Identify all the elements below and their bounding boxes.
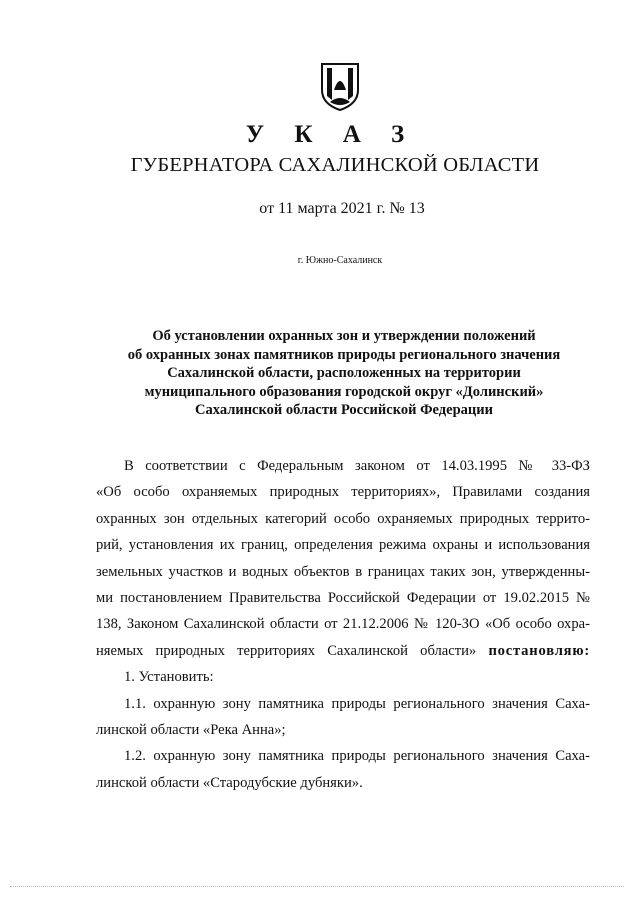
paragraph-item-1-2 — [96, 743, 590, 796]
decree-body — [96, 453, 590, 796]
heading-line: Об установлении охранных зон и утверждении положений — [152, 328, 536, 344]
text-line: 1.2. охранную зону памятника природы регионального значения Саха- — [124, 748, 590, 765]
text-line: рий, установления их границ, определения режима охраны и использования — [96, 537, 590, 554]
resolution-word: постановляю: — [488, 642, 590, 659]
heading-line: Сахалинской области Российской Федерации — [195, 402, 493, 418]
date-number-line: от 11 марта 2021 г. № 13 — [259, 200, 425, 217]
text-line: линской области «Река Анна»; — [96, 722, 286, 739]
paragraph-item-1-1 — [96, 691, 590, 744]
text-line: земельных участков и водных объектов в границах таких зон, утвержденны- — [96, 563, 590, 580]
heading-line: об охранных зонах памятников природы регионального значения — [127, 346, 561, 363]
coat-of-arms-icon — [318, 60, 362, 112]
text-line: ми постановлением Правительства Российской Федерации от 19.02.2015 № — [96, 590, 590, 607]
text-line: 1. Установить: — [124, 669, 214, 686]
paragraph-item-1 — [96, 664, 590, 690]
heading-line: муниципального образования городской округ «Долинский» — [144, 383, 544, 400]
decree-heading — [0, 327, 634, 420]
paragraph-preamble — [96, 453, 590, 664]
document-title: У К А З — [245, 121, 417, 148]
text-line: линской области «Стародубские дубняки». — [96, 774, 363, 791]
text-line — [96, 638, 590, 664]
text-line: «Об особо охраняемых природных территориях», Правилами создания — [96, 484, 590, 501]
text-line: охранных зон отдельных категорий особо охраняемых природных террито- — [96, 510, 590, 527]
city-line: г. Южно-Сахалинск — [297, 255, 383, 266]
text-line: В соответствии с Федеральным законом от 14.03.1995 № 33-ФЗ — [124, 458, 590, 474]
scan-edge-artifact — [10, 885, 624, 887]
text-line: 138, Законом Сахалинской области от 21.12.2006 № 120-ЗО «Об особо охра- — [96, 616, 590, 633]
text-line: 1.1. охранную зону памятника природы регионального значения Саха- — [124, 695, 590, 712]
issuer-title: ГУБЕРНАТОРА САХАЛИНСКОЙ ОБЛАСТИ — [130, 154, 540, 176]
heading-line: Сахалинской области, расположенных на территории — [167, 365, 521, 381]
text-fragment: няемых природных территориях Сахалинской области» — [96, 642, 477, 659]
